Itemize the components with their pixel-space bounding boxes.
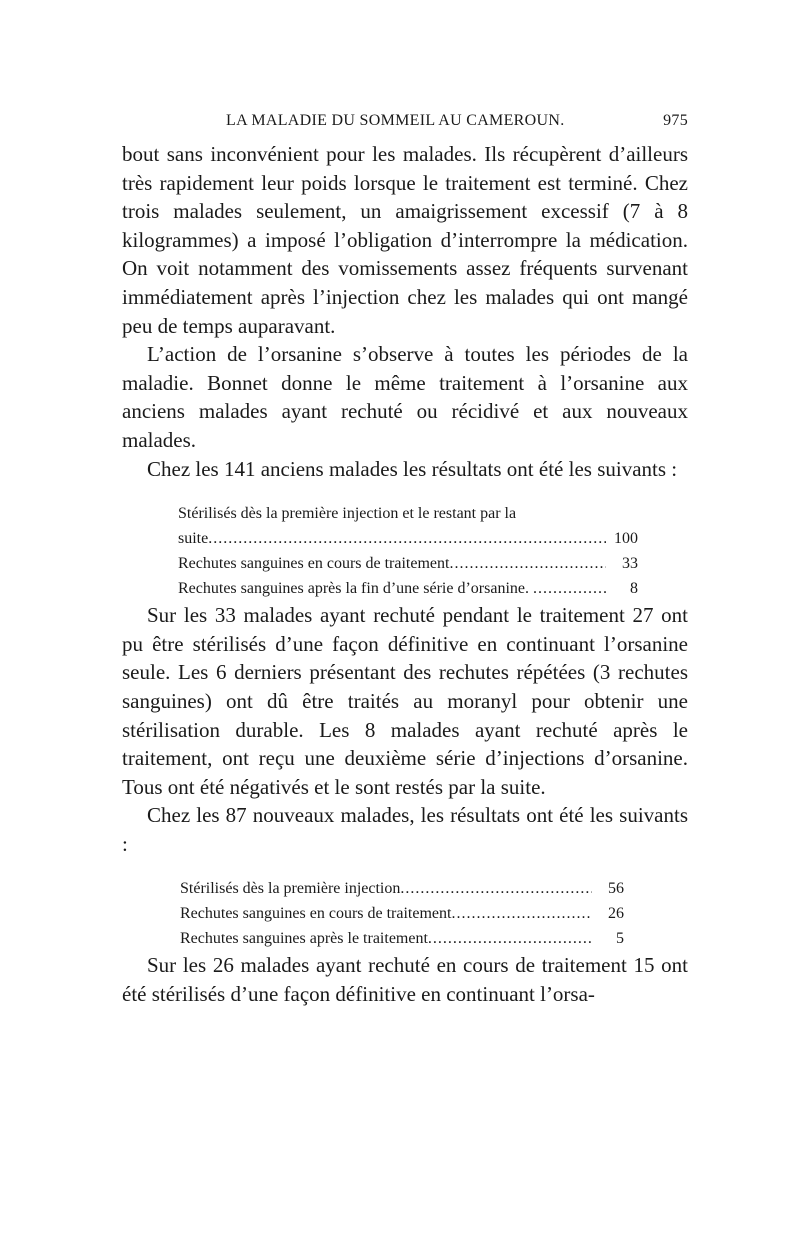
dot-leader xyxy=(208,526,606,551)
table-cell-value: 8 xyxy=(630,580,638,598)
paragraph-orsanine-action: L’action de l’orsanine s’observe à toutes les périodes de la maladie. Bonnet donne le même traitement à l’orsanine aux anciens malades ayant rechuté ou récidivé et aux nouveaux malades. xyxy=(122,342,688,452)
paragraph-rechutes-33: Sur les 33 malades ayant rechuté pendant le traitement 27 ont pu être stérilisés d’une façon définitive en continuant l’orsanine seule. Les 6 derniers présentant des rechutes répétées (3 rechutes sanguines) ont dû être traités au moranyl pour obtenir une stérilisation durable. Les 8 malades ayant rechuté après le traitement, ont reçu une deuxième série d’injections d’orsanine. Tous ont été négativés et le sont restés par la suite. xyxy=(122,603,688,799)
table-row xyxy=(180,876,624,901)
dot-leader xyxy=(400,876,592,901)
results-table-anciens xyxy=(178,501,638,601)
running-head xyxy=(122,112,688,130)
table-cell-label: suite xyxy=(178,530,209,548)
table-cell-value: 100 xyxy=(614,530,638,548)
table-row xyxy=(178,501,638,526)
table-row xyxy=(180,901,624,926)
table-cell-value: 33 xyxy=(622,555,638,573)
running-title: LA MALADIE DU SOMMEIL AU CAMEROUN. xyxy=(226,112,565,129)
dot-leader xyxy=(449,551,606,576)
table-cell-label: Rechutes sanguines en cours de traitement xyxy=(178,555,450,573)
page-number: 975 xyxy=(663,112,688,129)
paragraph-nouveaux-intro: Chez les 87 nouveaux malades, les résultats ont été les suivants : xyxy=(122,803,688,856)
dot-leader xyxy=(451,901,592,926)
page xyxy=(122,112,688,1009)
dot-leader xyxy=(428,926,592,951)
table-cell-label: Rechutes sanguines après la fin d’une série d’orsanine. xyxy=(178,580,529,598)
dot-leader xyxy=(533,576,606,601)
table-cell-label: Stérilisés dès la première injection et le restant par la xyxy=(178,505,517,523)
table-cell-label: Rechutes sanguines en cours de traitement xyxy=(180,905,452,923)
table-row xyxy=(178,576,638,601)
table-cell-value: 56 xyxy=(608,880,624,898)
table-row xyxy=(178,551,638,576)
table-cell-label: Rechutes sanguines après le traitement xyxy=(180,930,428,948)
paragraph-rechutes-26: Sur les 26 malades ayant rechuté en cours de traitement 15 ont été stérilisés d’une façon définitive en continuant l’orsa- xyxy=(122,953,688,1007)
paragraph-continuation: bout sans inconvénient pour les malades. Ils récupèrent d’ailleurs très rapidement leur poids lorsque le traitement est terminé. Chez trois malades seulement, un amaigrissement excessif (7 à 8 kilogrammes) a imposé l’obligation d’interrompre la médication. On voit notamment des vomissements assez fréquents survenant immédiatement après l’injection chez les malades qui ont mangé peu de temps auparavant. xyxy=(122,142,688,338)
table-row xyxy=(178,526,638,551)
results-table-nouveaux xyxy=(180,876,624,951)
table-cell-label: Stérilisés dès la première injection xyxy=(180,880,401,898)
table-row xyxy=(180,926,624,951)
table-cell-value: 5 xyxy=(616,930,624,948)
paragraph-anciens-intro: Chez les 141 anciens malades les résultats ont été les suivants : xyxy=(147,456,678,481)
table-cell-value: 26 xyxy=(608,905,624,923)
